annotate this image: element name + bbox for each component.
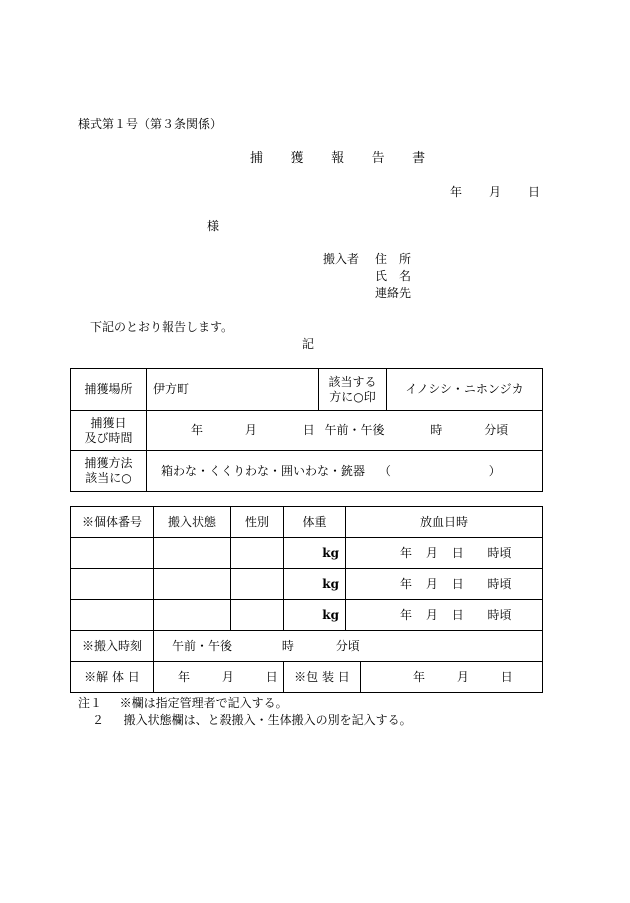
packaging-year: 年 [413,670,426,684]
dismantle-label-cell [71,662,154,693]
header-weight: 体重 [302,514,327,529]
name-label: 氏 名 [375,269,412,283]
row3-month: 月 [425,607,438,622]
method-label-line2: 該当に○ [85,471,132,485]
contact-label: 連絡先 [375,286,412,300]
applicable-label-line2: 方に○印 [329,389,376,404]
capture-hour: 時 [430,423,443,437]
header-status: 搬入状態 [167,514,216,529]
date-year-label: 年 [450,185,463,199]
datetime-label-line2: 及び時間 [84,430,133,445]
header-id: ※個体番号 [81,514,142,529]
document-title: 捕 獲 報 告 書 [250,151,437,166]
capture-day: 日 [302,423,315,437]
datetime-label-cell [71,411,147,451]
row2-id-cell[interactable] [71,569,154,600]
packaging-label-cell [284,662,361,692]
intro-text: 下記のとおり報告します。 [90,320,234,334]
row1-month: 月 [425,545,438,560]
row2-time: 時頃 [487,576,512,591]
place-label-cell [71,369,147,411]
dismantle-label: ※解 体 日 [84,669,140,684]
row1-kg-unit: kg [322,545,339,560]
capture-ampm: 午前・午後 [324,423,385,437]
note-1 [78,696,288,710]
row2-weight-cell[interactable] [284,569,346,600]
dismantle-packaging-row [71,662,543,693]
row3-year: 年 [400,607,413,622]
header-id-cell [71,507,154,538]
packaging-month: 月 [456,670,469,684]
dismantle-day: 日 [265,669,278,684]
datetime-value-cell[interactable] [147,411,543,451]
capture-table [70,368,543,492]
row1-status-cell[interactable] [154,538,231,569]
applicable-label-cell [319,369,387,411]
species-options: イノシシ・ニホンジカ [405,382,524,396]
note-1-text: ※欄は指定管理者で記入する。 [119,696,288,710]
row3-sex-cell[interactable] [231,600,284,631]
row1-weight-cell[interactable] [284,538,346,569]
place-label: 捕獲場所 [84,382,133,396]
delivery-time-row [71,631,543,662]
row1-year: 年 [400,545,413,560]
row3-weight-cell[interactable] [284,600,346,631]
row1-id-cell[interactable] [71,538,154,569]
delivery-ampm: 午前・午後 [172,638,233,653]
row2-year: 年 [400,576,413,591]
row1-sex-cell[interactable] [231,538,284,569]
header-sex-cell [231,507,284,538]
header-sex: 性別 [244,514,269,529]
date-month-label: 月 [489,185,502,199]
dismantle-month: 月 [221,669,234,684]
addressee-suffix: 様 [207,219,220,233]
header-status-cell [154,507,231,538]
delivery-label: ※搬入時刻 [81,638,142,653]
applicable-label-line1: 該当する [328,374,377,389]
row1-bleed-cell[interactable] [346,538,543,569]
place-value: 伊方町 [153,382,190,396]
row2-status-cell[interactable] [154,569,231,600]
method-paren-close: ） [488,463,501,478]
dismantle-year: 年 [178,669,191,684]
capture-year: 年 [191,423,204,437]
individual-row [71,600,543,631]
date-day-label: 日 [528,185,541,199]
delivery-value-cell[interactable] [154,631,543,662]
datetime-label-line1: 捕獲日 [90,415,127,430]
packaging-wrapper [284,662,542,692]
capture-datetime-row [71,411,543,451]
delivery-minute: 分頃 [335,638,360,653]
method-label-cell [71,451,147,492]
capture-place-row [71,369,543,411]
row1-day: 日 [451,545,464,560]
dismantle-value-cell[interactable] [154,662,284,693]
capture-month: 月 [244,423,257,437]
packaging-cell [284,662,543,693]
ki-label: 記 [302,337,315,351]
capture-minute: 分頃 [484,423,509,437]
row3-day: 日 [451,607,464,622]
row2-kg-unit: kg [322,576,339,591]
header-weight-cell [284,507,346,538]
species-cell[interactable] [387,369,543,411]
note-1-prefix: 注１ [78,696,103,710]
row3-bleed-cell[interactable] [346,600,543,631]
row3-status-cell[interactable] [154,600,231,631]
capture-method-row [71,451,543,492]
individual-table [70,506,543,693]
individual-row [71,569,543,600]
note-2-prefix: ２ [92,713,105,727]
individual-row [71,538,543,569]
packaging-label: ※包 装 日 [294,670,350,684]
delivery-label-cell [71,631,154,662]
row2-month: 月 [425,576,438,591]
method-paren-open: （ [378,463,391,478]
place-value-cell[interactable] [147,369,319,411]
row3-time: 時頃 [487,607,512,622]
packaging-day: 日 [500,670,513,684]
row3-kg-unit: kg [322,607,339,622]
delivery-hour: 時 [281,638,294,653]
row2-day: 日 [451,576,464,591]
method-label-line1: 捕獲方法 [84,456,133,470]
submitter-label: 搬入者 [323,252,360,266]
packaging-value-cell[interactable] [361,662,542,692]
row2-sex-cell[interactable] [231,569,284,600]
row2-bleed-cell[interactable] [346,569,543,600]
individual-header-row [71,507,543,538]
row1-time: 時頃 [487,545,512,560]
address-label: 住 所 [375,252,412,266]
row3-id-cell[interactable] [71,600,154,631]
note-2 [92,713,412,727]
method-options: 箱わな・くくりわな・囲いわな・銃器 [161,463,366,478]
method-value-cell[interactable] [147,451,543,492]
header-bleed-cell [346,507,543,538]
header-bleed: 放血日時 [419,514,468,529]
note-2-text: 搬入状態欄は、と殺搬入・生体搬入の別を記入する。 [123,713,412,727]
form-number: 様式第１号（第３条関係） [78,117,223,131]
